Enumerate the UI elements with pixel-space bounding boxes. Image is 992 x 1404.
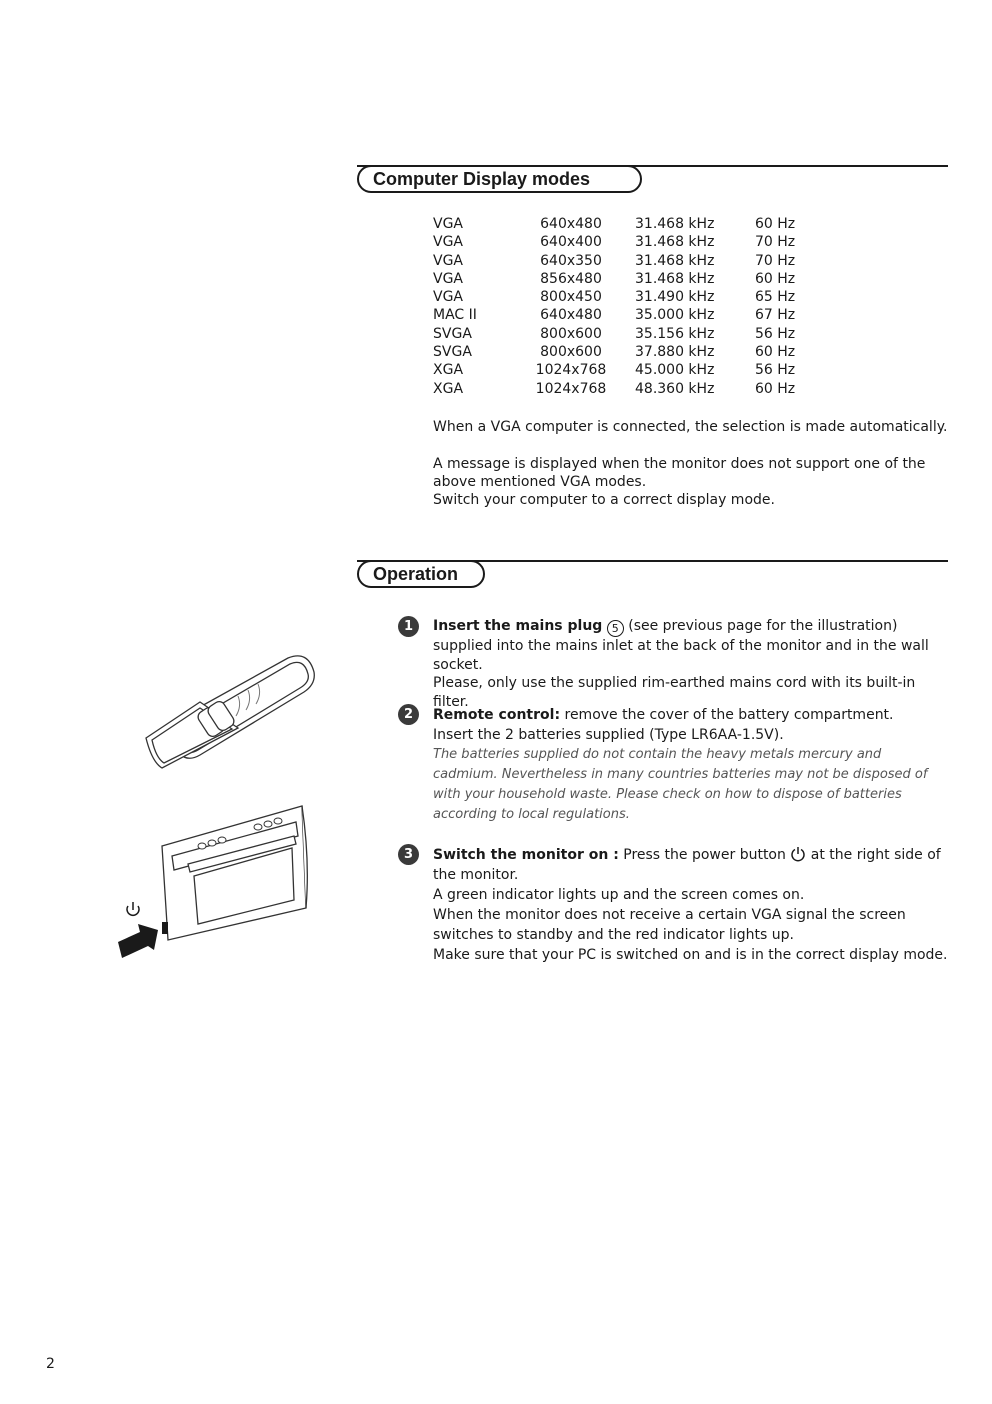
mode-v-frequency: 70 Hz [755,252,796,269]
mode-h-frequency: 31.468 kHz [635,216,715,232]
step-2 [433,705,948,825]
mode-standard: VGA [433,289,464,306]
mode-v-frequency: 56 Hz [755,325,796,342]
mode-standard: SVGA [433,325,472,342]
mode-standard: VGA [433,252,464,269]
mode-resolution: 1024x768 [535,362,607,379]
step-3 [433,845,948,965]
mode-h-frequency: 37.880 kHz [635,344,715,361]
section-title: Operation [357,560,485,588]
table-row [433,270,815,288]
table-row [433,252,815,270]
mode-resolution: 800x450 [540,289,602,306]
mode-v-frequency: 60 Hz [755,270,796,287]
display-modes-table [433,215,815,398]
mode-h-frequency: 35.156 kHz [635,325,715,342]
mode-v-frequency: 67 Hz [755,307,796,324]
step-text: Make sure that your PC is switched on and is in the correct display mode. [433,947,948,963]
mode-standard: SVGA [433,344,472,361]
monitor-power-illustration [116,800,316,965]
mode-resolution: 640x480 [540,307,602,324]
page-number: 2 [46,1356,55,1372]
mode-h-frequency: 31.490 kHz [635,289,715,306]
step-text: Please, only use the supplied rim-earthed mains cord with its built-in filter. [433,675,916,710]
mode-resolution: 640x400 [540,234,602,251]
mode-v-frequency: 70 Hz [755,234,796,251]
mode-standard: VGA [433,270,464,287]
step-text: (see previous page for the illustration) supplied into the mains inlet at the back of the monitor and in the wall socket. [433,618,929,673]
table-row [433,306,815,324]
battery-disposal-note: The batteries supplied do not contain the heavy metals mercury and cadmium. Nevertheless in many countries batteries may not be disposed of with your household waste. Please check on how to dispose of batteries according to local regulations. [433,747,928,822]
power-icon [790,846,806,862]
table-row [433,361,815,379]
section-header-operation [357,560,948,592]
table-row [433,215,815,233]
step-number-3: 3 [398,844,419,865]
mode-standard: MAC II [433,307,477,324]
step-title: Remote control: [433,707,561,723]
power-button [162,922,168,934]
step-title: Switch the monitor on : [433,847,619,863]
mode-resolution: 1024x768 [535,380,607,397]
mode-resolution: 856x480 [540,270,602,287]
arrow-icon [118,924,158,958]
table-row [433,233,815,251]
mode-v-frequency: 60 Hz [755,380,796,397]
mode-h-frequency: 31.468 kHz [635,270,715,287]
mode-v-frequency: 60 Hz [755,216,796,232]
switch-mode-note: Switch your computer to a correct display mode. [433,492,775,508]
mode-h-frequency: 31.468 kHz [635,252,715,269]
step-number-1: 1 [398,616,419,637]
mode-v-frequency: 60 Hz [755,344,796,361]
step-text: When the monitor does not receive a certain VGA signal the screen switches to standby and the red indicator lights up. [433,907,906,943]
step-title: Insert the mains plug [433,618,603,634]
reference-number-icon: 5 [607,620,624,637]
table-row [433,343,815,361]
table-row [433,380,815,398]
mode-resolution: 640x480 [540,216,602,232]
step-text: Press the power button [623,847,786,863]
mode-standard: VGA [433,234,464,251]
auto-selection-note: When a VGA computer is connected, the selection is made automatically. [433,419,948,435]
step-text: Insert the 2 batteries supplied (Type LR6AA-1.5V). [433,727,784,743]
table-row [433,325,815,343]
mode-standard: XGA [433,362,464,379]
mode-resolution: 800x600 [540,344,602,361]
mode-standard: XGA [433,380,464,397]
mode-resolution: 800x600 [540,325,602,342]
mode-standard: VGA [433,216,464,232]
mode-v-frequency: 65 Hz [755,289,796,306]
step-number-2: 2 [398,704,419,725]
step-text: at the right side of the monitor. [433,847,941,883]
unsupported-mode-note: A message is displayed when the monitor does not support one of the above mentioned VGA modes. [433,456,926,491]
mode-h-frequency: 35.000 kHz [635,307,715,324]
step-1 [433,617,948,711]
remote-control-illustration [140,650,320,775]
step-text: A green indicator lights up and the screen comes on. [433,887,805,903]
mode-resolution: 640x350 [540,252,602,269]
power-icon [127,902,139,915]
mode-v-frequency: 56 Hz [755,362,796,379]
table-row [433,288,815,306]
section-title: Computer Display modes [357,165,642,193]
step-text: remove the cover of the battery compartment. [564,707,894,723]
mode-h-frequency: 45.000 kHz [635,362,715,379]
mode-h-frequency: 48.360 kHz [635,380,715,397]
section-header-display-modes [357,165,948,197]
mode-h-frequency: 31.468 kHz [635,234,715,251]
